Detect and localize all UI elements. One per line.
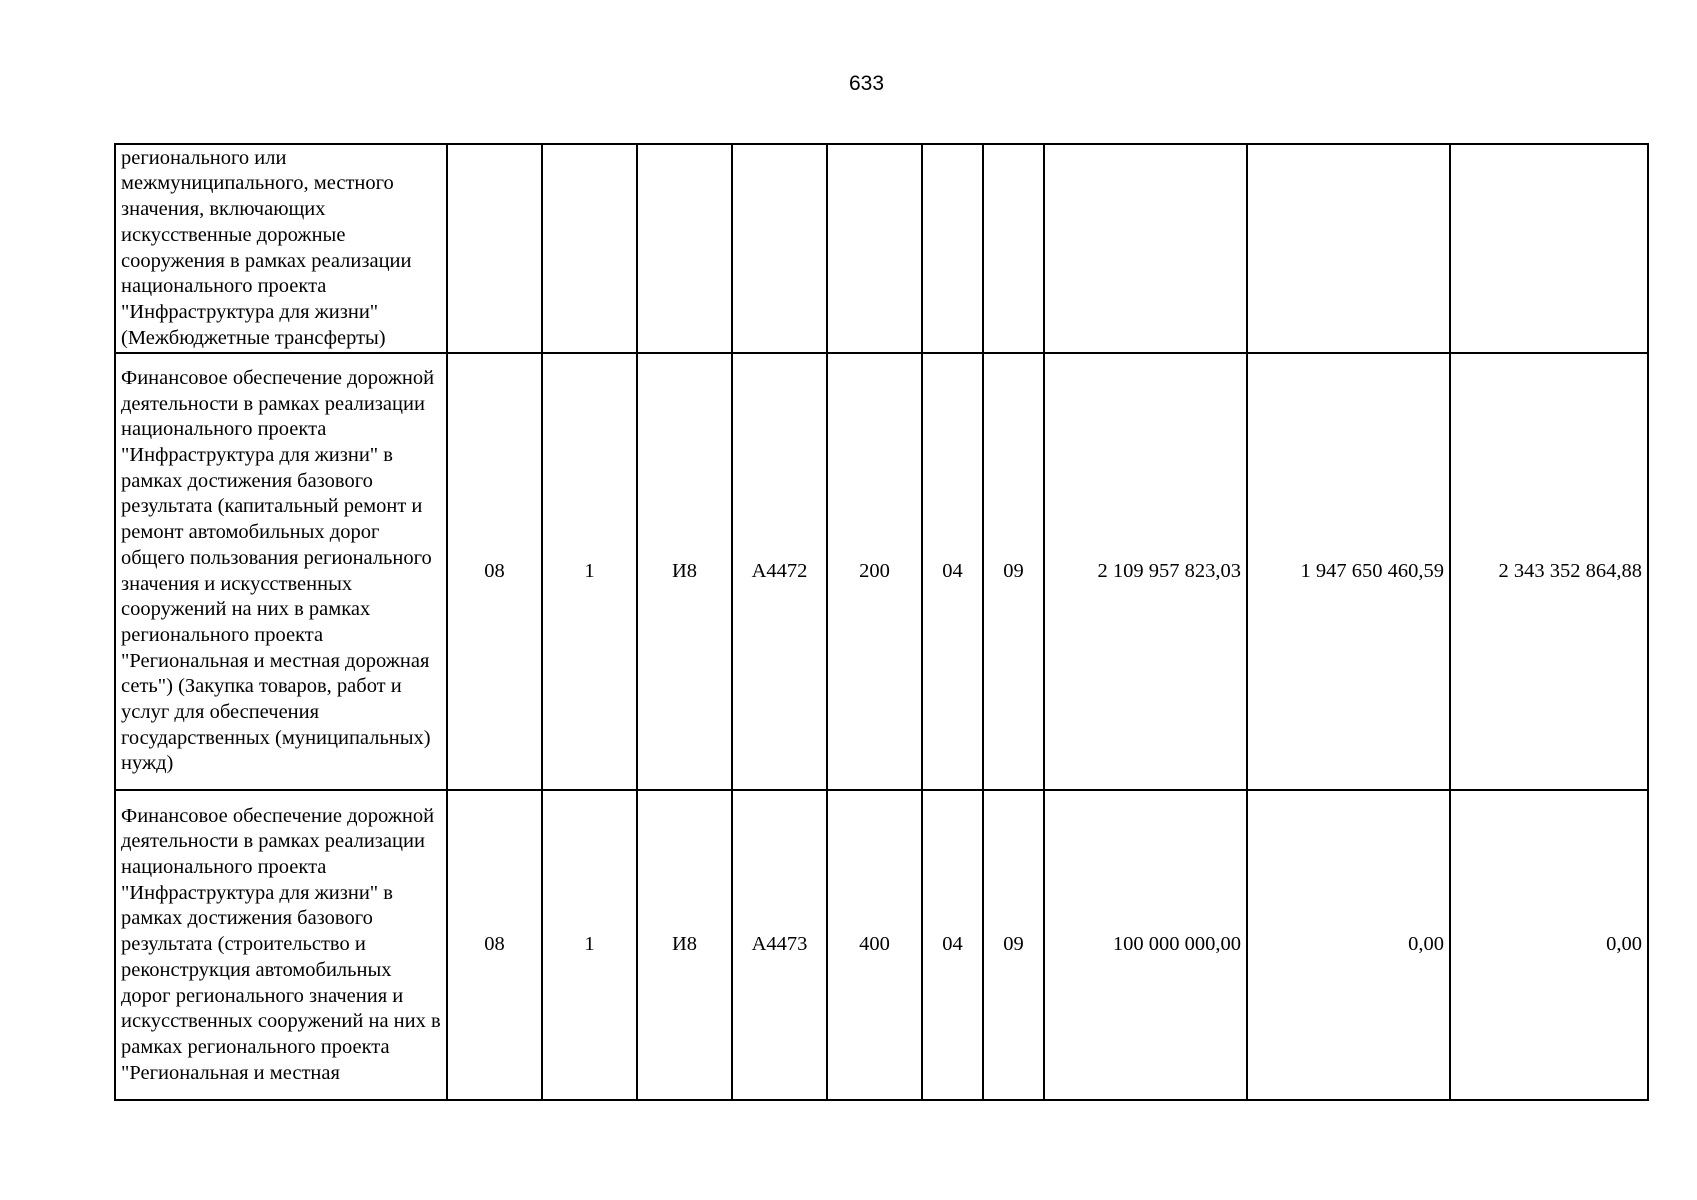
project-code-cell [637,144,732,353]
amount-year-3-cell: 2 343 352 864,88 [1450,353,1648,790]
direction-code-cell [732,144,827,353]
table-row [115,353,1648,790]
budget-table [114,143,1649,1101]
section-cell: 04 [922,353,983,790]
page-number: 633 [848,72,885,95]
direction-code-cell: А4472 [732,353,827,790]
expense-type-cell [827,144,922,353]
project-code-cell: И8 [637,790,732,1100]
section-cell [922,144,983,353]
project-code-cell: И8 [637,353,732,790]
direction-code-cell: А4473 [732,790,827,1100]
program-code-cell: 08 [447,353,542,790]
amount-year-1-cell: 2 109 957 823,03 [1044,353,1247,790]
amount-year-1-cell [1044,144,1247,353]
table-row [115,144,1648,353]
subsection-cell [983,144,1044,353]
amount-year-2-cell: 0,00 [1247,790,1450,1100]
subprogram-code-cell: 1 [542,790,637,1100]
row-description: Финансовое обеспечение дорожной деятельности в рамках реализации национального проекта "Инфраструктура для жизни" в рамках достижения базового результата (капитальный ремонт и ремонт автомобильных дорог общего пользования регионального значения и искусственных сооружений на них в рамках регионального проекта "Региональная и местная дорожная сеть") (Закупка товаров, работ и услуг для обеспечения государственных (муниципальных) нужд) [115,353,447,790]
amount-year-1-cell: 100 000 000,00 [1044,790,1247,1100]
subsection-cell: 09 [983,790,1044,1100]
expense-type-cell: 200 [827,353,922,790]
expense-type-cell: 400 [827,790,922,1100]
row-description: Финансовое обеспечение дорожной деятельности в рамках реализации национального проекта "Инфраструктура для жизни" в рамках достижения базового результата (строительство и реконструкция автомобильных дорог регионального значения и искусственных сооружений на них в рамках регионального проекта "Региональная и местная [115,790,447,1100]
amount-year-3-cell: 0,00 [1450,790,1648,1100]
program-code-cell [447,144,542,353]
subprogram-code-cell: 1 [542,353,637,790]
subsection-cell: 09 [983,353,1044,790]
amount-year-2-cell [1247,144,1450,353]
section-cell: 04 [922,790,983,1100]
subprogram-code-cell [542,144,637,353]
amount-year-2-cell: 1 947 650 460,59 [1247,353,1450,790]
program-code-cell: 08 [447,790,542,1100]
row-description: регионального или межмуниципального, местного значения, включающих искусственные дорожные сооружения в рамках реализации национального проекта "Инфраструктура для жизни" (Межбюджетные трансферты) [115,144,447,353]
amount-year-3-cell [1450,144,1648,353]
table-row [115,790,1648,1100]
